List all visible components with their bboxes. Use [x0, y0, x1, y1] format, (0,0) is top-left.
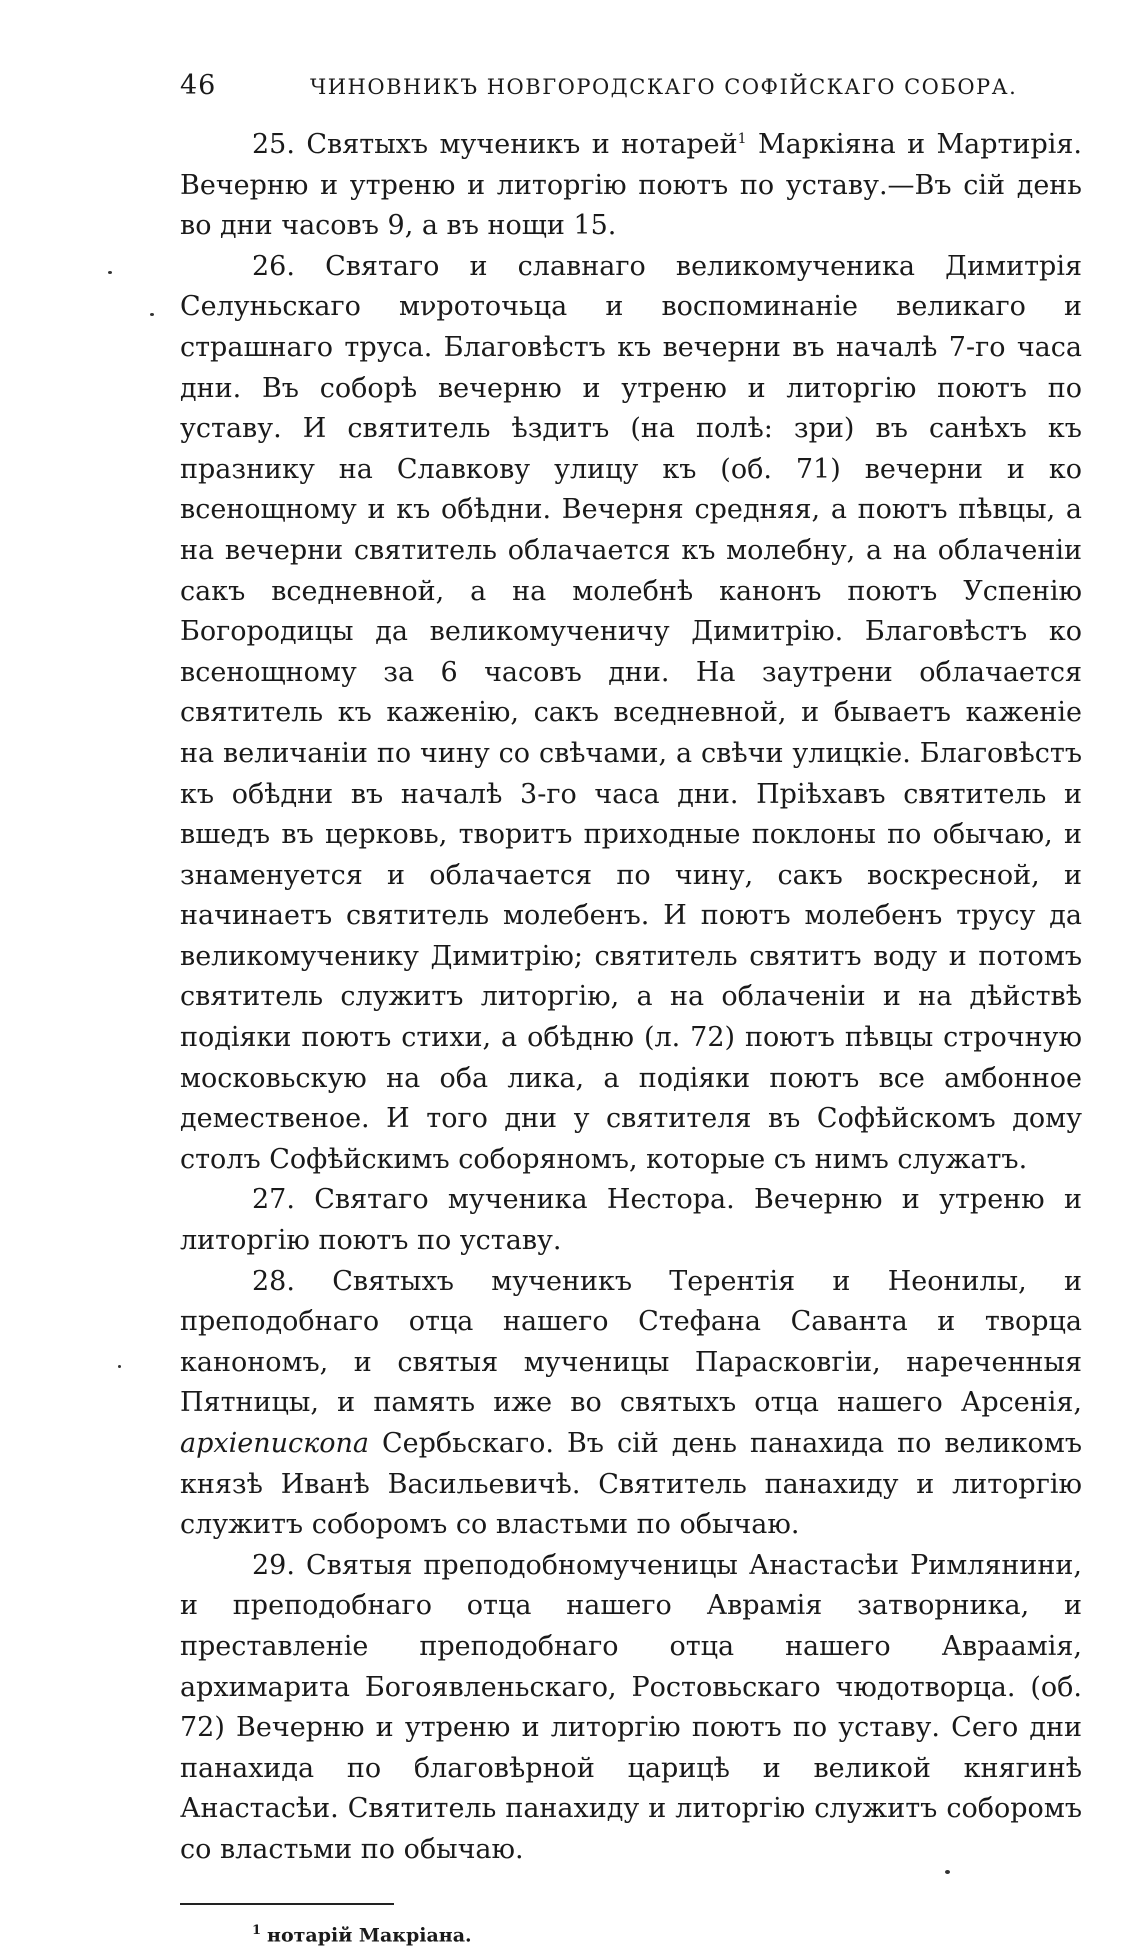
paragraph-25	[180, 119, 1082, 247]
document-page	[180, 70, 1082, 1946]
footnote-text: нотарій Макріана.	[267, 1923, 472, 1946]
scan-speck	[945, 1870, 950, 1874]
paragraph-text: 27. Святаго мученика Нестора. Вечерню и утреню и литоргію поютъ по уставу.	[180, 1184, 1082, 1257]
paragraph-26	[180, 247, 1082, 1181]
page-header	[180, 70, 1082, 101]
paragraph-text: 25. Святыхъ мученикъ и нотарей	[252, 129, 738, 160]
paragraph-28	[180, 1262, 1082, 1546]
scan-speck	[150, 313, 154, 316]
footnote-mark: 1	[252, 1922, 262, 1938]
scan-speck	[118, 1365, 121, 1368]
paragraph-text: Сербьскаго. Въ сій день панахида по великомъ князѣ Иванѣ Васильевичѣ. Святитель панахиду и литоргію служитъ соборомъ со властьми по обычаю.	[180, 1428, 1082, 1541]
paragraph-text: 29. Святыя преподобномученицы Анастасѣи Римлянини, и преподобнаго отца нашего Аврамія затворника, и преставленіе преподобнаго отца нашего Авраамія, архимарита Богоявленьскаго, Ростовьскаго чюдотворца. (об. 72) Вечерню и утреню и литоргію поютъ по уставу. Сего дни панахида по благовѣрной царицѣ и великой княгинѣ Анастасѣи. Святитель панахиду и литоргію служитъ соборомъ со властьми по обычаю.	[180, 1549, 1082, 1865]
paragraph-27	[180, 1180, 1082, 1261]
footnote	[180, 1923, 1082, 1946]
paragraph-text: Маркіяна и Мартирія. Вечерню и утреню и литоргію поютъ по уставу.—Въ сій день во дни часовъ 9, а въ нощи 15.	[180, 129, 1082, 242]
scan-speck	[108, 271, 112, 274]
paragraph-text: 28. Святыхъ мученикъ Терентія и Неонилы, и преподобнаго отца нашего Стефана Саванта и творца канономъ, и святыя мученицы Парасковгіи, нареченныя Пятницы, и память иже во святыхъ отца нашего Арсенія,	[180, 1265, 1082, 1419]
footnote-divider	[180, 1903, 394, 1905]
running-title: ЧИНОВНИКЪ НОВГОРОДСКАГО СОФІЙСКАГО СОБОРА.	[310, 75, 1018, 99]
paragraph-29	[180, 1546, 1082, 1871]
footnote-reference: 1	[737, 131, 747, 147]
page-number: 46	[180, 70, 217, 101]
italic-term: архіепископа	[180, 1428, 369, 1459]
paragraph-text: 26. Святаго и славнаго великомученика Димитрія Селуньскаго мνроточьца и воспоминаніе великаго и страшнаго труса. Благовѣстъ къ вечерни въ началѣ 7-го часа дни. Въ соборѣ вечерню и утреню и литоргію поютъ по уставу. И святитель ѣздитъ (на полѣ: зри) въ санѣхъ къ празнику на Славкову улицу къ (об. 71) вечерни и ко всенощному и къ обѣдни. Вечерня средняя, а поютъ пѣвцы, а на вечерни святитель облачается къ молебну, а на облаченіи сакъ вседневной, а на молебнѣ канонъ поютъ Успенію Богородицы да великомученичу Димитрію. Благовѣстъ ко всенощному за 6 часовъ дни. На заутрени облачается святитель къ каженію, сакъ вседневной, и бываетъ каженіе на величаніи по чину со свѣчами, а свѣчи улицкіе. Благовѣстъ къ обѣдни въ началѣ 3-го часа дни. Пріѣхавъ святитель и вшедъ въ церковь, творитъ приходные поклоны по обычаю, и знаменуется и облачается по чину, сакъ воскресной, и начинаетъ святитель молебенъ. И поютъ молебенъ трусу да великомученику Димитрію; святитель святитъ воду и потомъ святитель служитъ литоргію, а на облаченіи и на дѣйствѣ подіяки поютъ стихи, а обѣдню (л. 72) поютъ пѣвцы строчную московьскую на оба лика, а подіяки поютъ все амбонное демественое. И того дни у святителя въ Софѣйскомъ дому столъ Софѣйскимъ соборяномъ, которые съ нимъ служатъ.	[180, 250, 1082, 1175]
